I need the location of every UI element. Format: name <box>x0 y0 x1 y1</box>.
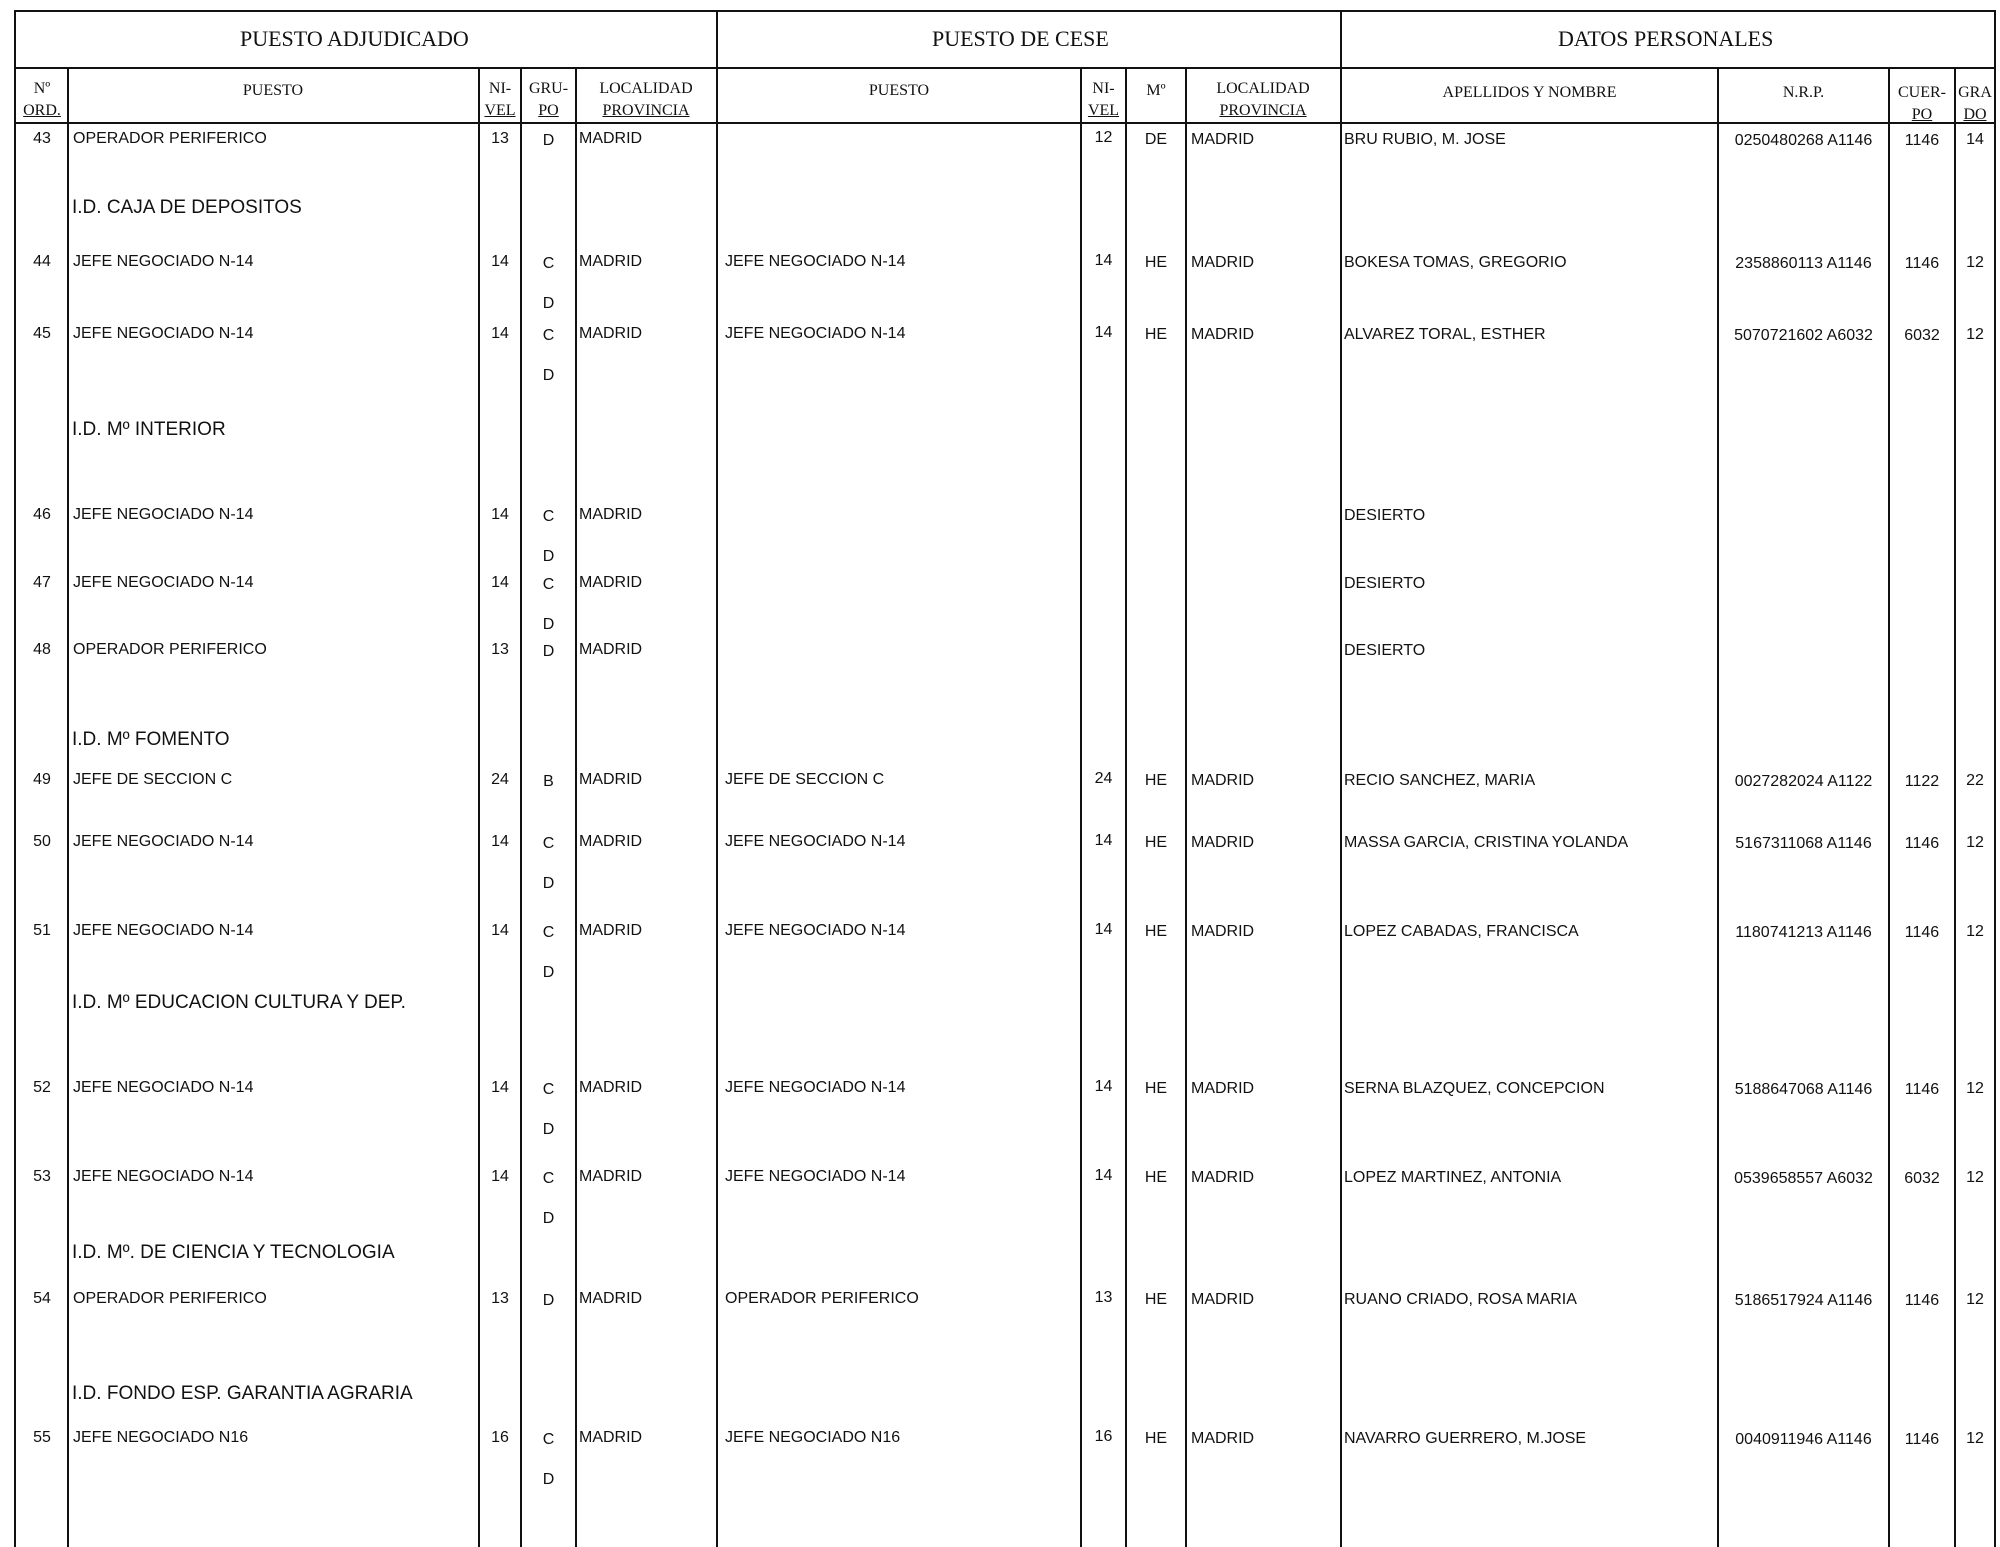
grupo: D <box>542 132 555 149</box>
col-divider <box>1717 68 1719 1547</box>
grupo-secondary: D <box>542 616 555 633</box>
puesto-adjudicado: OPERADOR PERIFERICO <box>73 641 267 658</box>
puesto-cese: JEFE NEGOCIADO N-14 <box>725 922 906 939</box>
col-header-grado: GRA DO <box>1958 84 1992 123</box>
apellidos-nombre: NAVARRO GUERRERO, M.JOSE <box>1344 1430 1587 1447</box>
puesto-adjudicado: JEFE NEGOCIADO N-14 <box>73 833 254 850</box>
table-left-border <box>14 10 16 1547</box>
section-divider <box>716 10 718 1547</box>
ministerio: HE <box>1144 254 1168 271</box>
section-datos-personales: DATOS PERSONALES <box>1558 26 1774 51</box>
apellidos-nombre: BRU RUBIO, M. JOSE <box>1344 131 1506 148</box>
grupo: C <box>542 1431 555 1448</box>
localidad-adjudicado: MADRID <box>579 506 643 523</box>
puesto-cese: JEFE NEGOCIADO N-14 <box>725 833 906 850</box>
grupo: D <box>542 643 555 660</box>
puesto-adjudicado: JEFE NEGOCIADO N-14 <box>73 1079 254 1096</box>
puesto-cese: JEFE NEGOCIADO N-14 <box>725 1168 906 1185</box>
grupo: C <box>542 924 555 941</box>
puesto-adjudicado: OPERADOR PERIFERICO <box>73 130 267 147</box>
grado: 12 <box>1966 1291 1984 1308</box>
ministerio: HE <box>1144 923 1168 940</box>
nivel-adjudicado: 13 <box>491 641 509 658</box>
apellidos-nombre: BOKESA TOMAS, GREGORIO <box>1344 254 1567 271</box>
col-header-cuerpo: CUER- PO <box>1898 84 1946 123</box>
col-header-nivel-cese: NI- VEL <box>1087 80 1120 119</box>
puesto-adjudicado: JEFE NEGOCIADO N-14 <box>73 325 254 342</box>
order-number: 50 <box>33 833 51 850</box>
grupo: C <box>542 1081 555 1098</box>
puesto-cese: JEFE NEGOCIADO N-14 <box>725 325 906 342</box>
apellidos-nombre: LOPEZ MARTINEZ, ANTONIA <box>1344 1169 1562 1186</box>
order-number: 55 <box>33 1429 51 1446</box>
grado: 12 <box>1966 254 1984 271</box>
order-number: 51 <box>33 922 51 939</box>
localidad-adjudicado: MADRID <box>579 922 643 939</box>
cuerpo: 1146 <box>1904 132 1940 149</box>
col-header-nivel: NI- VEL <box>484 80 516 119</box>
section-divider <box>1340 10 1342 1547</box>
nivel-adjudicado: 13 <box>491 1290 509 1307</box>
grado: 12 <box>1966 1080 1984 1097</box>
grado: 12 <box>1966 923 1984 940</box>
localidad-cese: MADRID <box>1191 1080 1255 1097</box>
nivel-adjudicado: 16 <box>491 1429 509 1446</box>
localidad-cese: MADRID <box>1191 326 1255 343</box>
grado: 12 <box>1966 1169 1984 1186</box>
grupo: C <box>542 508 555 525</box>
apellidos-nombre: DESIERTO <box>1344 575 1426 592</box>
col-divider <box>575 68 577 1547</box>
localidad-cese: MADRID <box>1191 1169 1255 1186</box>
group-title: I.D. Mº. DE CIENCIA Y TECNOLOGIA <box>72 1242 395 1263</box>
nivel-cese: 14 <box>1094 832 1113 849</box>
nivel-cese: 13 <box>1094 1289 1113 1306</box>
nrp: 5186517924 A1146 <box>1734 1292 1873 1309</box>
col-divider <box>1080 68 1082 1547</box>
grado: 12 <box>1966 1430 1984 1447</box>
grado: 14 <box>1966 131 1984 148</box>
group-title: I.D. Mº EDUCACION CULTURA Y DEP. <box>72 992 406 1013</box>
nivel-cese: 16 <box>1094 1428 1113 1445</box>
apellidos-nombre: LOPEZ CABADAS, FRANCISCA <box>1344 923 1579 940</box>
order-number: 53 <box>33 1168 51 1185</box>
puesto-adjudicado: JEFE NEGOCIADO N-14 <box>73 574 254 591</box>
order-number: 54 <box>33 1290 51 1307</box>
nivel-cese: 12 <box>1094 129 1113 146</box>
order-number: 48 <box>33 641 51 658</box>
localidad-cese: MADRID <box>1191 1291 1255 1308</box>
nrp: 5167311068 A1146 <box>1735 835 1872 852</box>
apellidos-nombre: ALVAREZ TORAL, ESTHER <box>1344 326 1546 343</box>
group-title: I.D. Mº INTERIOR <box>72 419 226 440</box>
cuerpo: 1146 <box>1904 255 1940 272</box>
grupo: C <box>542 576 555 593</box>
col-header-ministerio: Mº <box>1146 82 1166 99</box>
grado: 12 <box>1966 326 1984 343</box>
grupo-secondary: D <box>542 1471 555 1488</box>
puesto-adjudicado: JEFE NEGOCIADO N-14 <box>73 253 254 270</box>
apellidos-nombre: SERNA BLAZQUEZ, CONCEPCION <box>1344 1080 1605 1097</box>
nrp: 0539658557 A6032 <box>1734 1170 1873 1187</box>
table-top-border <box>14 10 1994 12</box>
localidad-adjudicado: MADRID <box>579 771 643 788</box>
order-number: 44 <box>33 253 51 270</box>
cuerpo: 1122 <box>1904 773 1940 790</box>
grupo-secondary: D <box>542 367 555 384</box>
cuerpo: 1146 <box>1904 835 1940 852</box>
grupo-secondary: D <box>542 1210 555 1227</box>
col-header-n-ord: Nº ORD. <box>23 80 61 119</box>
nivel-cese: 14 <box>1094 1167 1113 1184</box>
ministerio: HE <box>1144 772 1168 789</box>
order-number: 43 <box>33 130 51 147</box>
cuerpo: 6032 <box>1904 327 1940 344</box>
col-divider <box>1185 68 1187 1547</box>
localidad-cese: MADRID <box>1191 834 1255 851</box>
section-puesto-adjudicado: PUESTO ADJUDICADO <box>240 26 469 51</box>
nrp: 2358860113 A1146 <box>1735 255 1872 272</box>
grupo: C <box>542 327 555 344</box>
puesto-adjudicado: JEFE NEGOCIADO N-14 <box>73 506 254 523</box>
localidad-adjudicado: MADRID <box>579 1429 643 1446</box>
localidad-cese: MADRID <box>1191 772 1255 789</box>
cuerpo: 1146 <box>1904 924 1940 941</box>
ministerio: HE <box>1144 1080 1168 1097</box>
col-header-localidad-cese: LOCALIDAD PROVINCIA <box>1216 80 1310 119</box>
puesto-adjudicado: JEFE NEGOCIADO N16 <box>73 1429 249 1446</box>
localidad-adjudicado: MADRID <box>579 1079 643 1096</box>
col-divider <box>1954 68 1956 1547</box>
cuerpo: 1146 <box>1904 1292 1940 1309</box>
section-header-divider <box>14 67 1994 69</box>
col-header-puesto-adjudicado: PUESTO <box>242 82 304 99</box>
nrp: 1180741213 A1146 <box>1735 924 1872 941</box>
col-header-localidad-adjudicado: LOCALIDAD PROVINCIA <box>599 80 693 119</box>
grupo: B <box>543 773 554 790</box>
nivel-adjudicado: 14 <box>491 506 509 523</box>
ministerio: HE <box>1144 834 1168 851</box>
group-title: I.D. CAJA DE DEPOSITOS <box>72 197 302 218</box>
nrp: 5188647068 A1146 <box>1734 1081 1873 1098</box>
localidad-adjudicado: MADRID <box>579 574 643 591</box>
col-divider <box>1888 68 1890 1547</box>
puesto-adjudicado: JEFE NEGOCIADO N-14 <box>73 922 254 939</box>
grupo: D <box>542 1292 555 1309</box>
grupo-secondary: D <box>542 964 555 981</box>
grado: 22 <box>1966 772 1984 789</box>
nivel-cese: 14 <box>1094 324 1113 341</box>
puesto-cese: JEFE NEGOCIADO N16 <box>725 1429 901 1446</box>
ministerio: HE <box>1144 1291 1168 1308</box>
col-divider <box>1125 68 1127 1547</box>
nivel-adjudicado: 14 <box>491 1079 509 1096</box>
grupo-secondary: D <box>542 1121 555 1138</box>
localidad-adjudicado: MADRID <box>579 325 643 342</box>
ministerio: DE <box>1144 131 1168 148</box>
localidad-adjudicado: MADRID <box>579 1168 643 1185</box>
puesto-cese: JEFE NEGOCIADO N-14 <box>725 253 906 270</box>
apellidos-nombre: RUANO CRIADO, ROSA MARIA <box>1344 1291 1577 1308</box>
localidad-cese: MADRID <box>1191 131 1255 148</box>
apellidos-nombre: MASSA GARCIA, CRISTINA YOLANDA <box>1344 834 1629 851</box>
localidad-adjudicado: MADRID <box>579 641 643 658</box>
col-divider <box>478 68 480 1547</box>
order-number: 52 <box>33 1079 51 1096</box>
col-divider <box>67 68 69 1547</box>
group-title: I.D. Mº FOMENTO <box>72 729 230 750</box>
nivel-adjudicado: 14 <box>491 574 509 591</box>
localidad-adjudicado: MADRID <box>579 833 643 850</box>
nrp: 0027282024 A1122 <box>1734 773 1873 790</box>
apellidos-nombre: DESIERTO <box>1344 642 1426 659</box>
order-number: 49 <box>33 771 51 788</box>
table-right-border <box>1994 10 1996 1547</box>
grupo-secondary: D <box>542 875 555 892</box>
nivel-adjudicado: 14 <box>491 833 509 850</box>
nrp: 0040911946 A1146 <box>1735 1431 1872 1448</box>
cuerpo: 1146 <box>1904 1081 1940 1098</box>
grupo: C <box>542 1170 555 1187</box>
localidad-adjudicado: MADRID <box>579 1290 643 1307</box>
order-number: 47 <box>33 574 51 591</box>
puesto-cese: OPERADOR PERIFERICO <box>725 1290 919 1307</box>
localidad-adjudicado: MADRID <box>579 253 643 270</box>
col-header-grupo: GRU- PO <box>528 80 569 119</box>
apellidos-nombre: RECIO SANCHEZ, MARIA <box>1344 772 1536 789</box>
grupo-secondary: D <box>542 295 555 312</box>
order-number: 46 <box>33 506 51 523</box>
column-header-divider <box>14 122 1994 124</box>
nivel-cese: 14 <box>1094 921 1113 938</box>
grado: 12 <box>1966 834 1984 851</box>
ministerio: HE <box>1144 1430 1168 1447</box>
puesto-cese: JEFE NEGOCIADO N-14 <box>725 1079 906 1096</box>
group-title: I.D. FONDO ESP. GARANTIA AGRARIA <box>72 1383 413 1404</box>
col-header-puesto-cese: PUESTO <box>868 82 930 99</box>
nrp: 5070721602 A6032 <box>1734 327 1873 344</box>
localidad-adjudicado: MADRID <box>579 130 643 147</box>
puesto-adjudicado: OPERADOR PERIFERICO <box>73 1290 267 1307</box>
nivel-cese: 14 <box>1094 1078 1113 1095</box>
col-header-nrp: N.R.P. <box>1782 84 1825 101</box>
puesto-adjudicado: JEFE NEGOCIADO N-14 <box>73 1168 254 1185</box>
nrp: 0250480268 A1146 <box>1734 132 1873 149</box>
puesto-adjudicado: JEFE DE SECCION C <box>73 771 233 788</box>
apellidos-nombre: DESIERTO <box>1344 507 1426 524</box>
order-number: 45 <box>33 325 51 342</box>
grupo: C <box>542 255 555 272</box>
grupo-secondary: D <box>542 548 555 565</box>
nivel-adjudicado: 14 <box>491 253 509 270</box>
nivel-adjudicado: 14 <box>491 325 509 342</box>
ministerio: HE <box>1144 1169 1168 1186</box>
nivel-adjudicado: 13 <box>491 130 509 147</box>
ministerio: HE <box>1144 326 1168 343</box>
cuerpo: 1146 <box>1904 1431 1940 1448</box>
col-header-apellidos-nombre: APELLIDOS Y NOMBRE <box>1442 84 1617 101</box>
grupo: C <box>542 835 555 852</box>
puesto-cese: JEFE DE SECCION C <box>725 771 885 788</box>
nivel-cese: 24 <box>1094 770 1113 787</box>
section-puesto-de-cese: PUESTO DE CESE <box>932 26 1109 51</box>
localidad-cese: MADRID <box>1191 923 1255 940</box>
nivel-adjudicado: 14 <box>491 922 509 939</box>
localidad-cese: MADRID <box>1191 1430 1255 1447</box>
cuerpo: 6032 <box>1904 1170 1940 1187</box>
localidad-cese: MADRID <box>1191 254 1255 271</box>
col-divider <box>520 68 522 1547</box>
nivel-adjudicado: 24 <box>491 771 509 788</box>
nivel-adjudicado: 14 <box>491 1168 509 1185</box>
nivel-cese: 14 <box>1094 252 1113 269</box>
